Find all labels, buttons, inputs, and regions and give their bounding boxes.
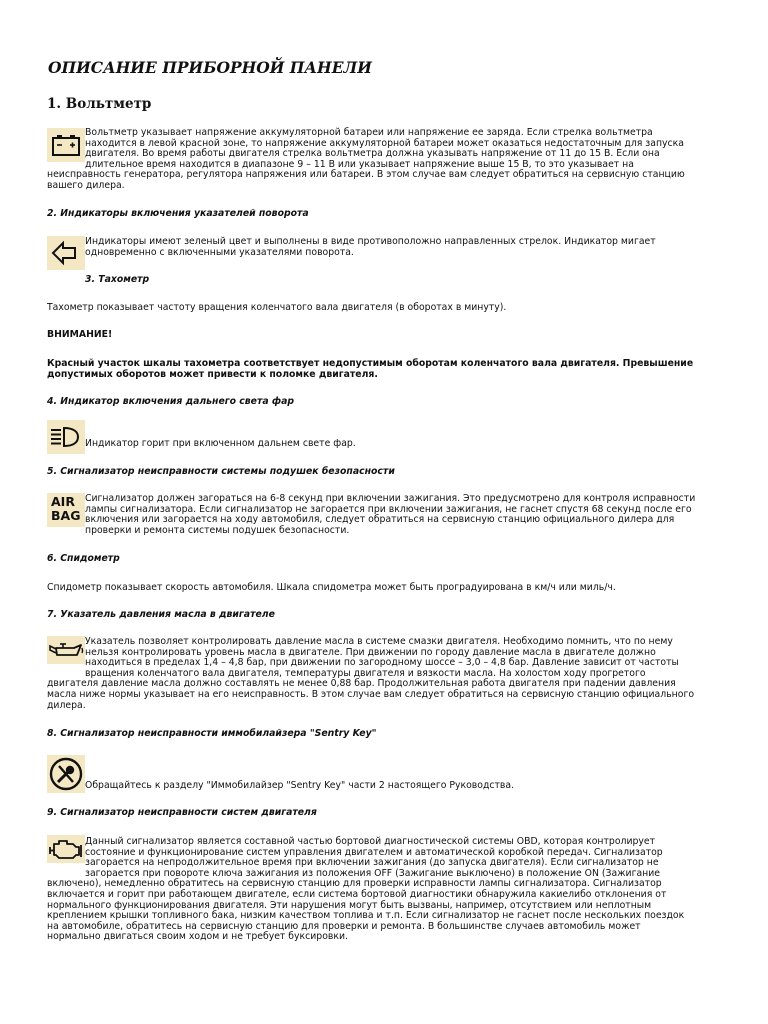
section-heading-immobilizer: 8. Сигнализатор неисправности иммобилайзера "Sentry Key"	[47, 728, 377, 739]
body-line: креплением крышки топливного бака, низким качеством топлива и т.п. Если сигнализатор не гаснет после нескольких поездок	[47, 910, 685, 922]
body-line: нормального функционирования двигателя. Эти нарушения могут быть вызваны, например, отсутствием или неплотным	[47, 899, 652, 911]
section-heading-turn-signals: 2. Индикаторы включения указателей поворота	[47, 208, 309, 219]
section-heading-speedometer: 6. Спидометр	[47, 553, 120, 564]
immobilizer-key-icon	[47, 755, 85, 793]
body-line: масла ниже нормы указывает на его неисправность. В этом случае вам следует обратиться на сервисную станцию официального	[47, 688, 695, 700]
body-line: допустимых оборотов может привести к поломке двигателя.	[47, 368, 378, 380]
body-line: находиться в пределах 1,4 – 4,8 бар, при движении по загородному шоссе – 3,0 – 4,8 бар. Давление зависит от частоты	[85, 657, 679, 669]
section-heading-high-beam: 4. Индикатор включения дальнего света фар	[47, 396, 295, 407]
body-line: включено), немедленно обратитесь на сервисную станцию для проверки исправности лампы сигнализатора. Сигнализатор	[47, 878, 662, 890]
body-line: вращения коленчатого вала двигателя, температуры двигателя и вязкости масла. На холостом ходу прогретого	[85, 667, 646, 679]
warning-text	[47, 359, 723, 380]
body-line: находится в левой красной зоне, то напряжение аккумуляторной батареи может оказаться недостаточным для запуска	[85, 137, 684, 149]
section-body-oil-pressure	[47, 637, 723, 711]
body-line: одновременно с включенными указателями поворота.	[85, 246, 354, 258]
body-line: неисправность генератора, регулятора напряжения или батареи. В этом случае вам следует обратиться на сервисную станцию	[47, 169, 685, 181]
section-heading-oil-pressure: 7. Указатель давления масла в двигателе	[47, 609, 275, 620]
section-heading-airbag: 5. Сигнализатор неисправности системы подушек безопасности	[47, 466, 395, 477]
body-line: на автомобиле, обратитесь на сервисную станцию для проверки и ремонта. В большинстве случаев автомобиль может	[47, 920, 641, 932]
section-body-tachometer	[47, 303, 723, 314]
body-line: загорается при повороте ключа зажигания из положения OFF (Зажигание выключено) в положение ON (Зажигание	[85, 867, 661, 879]
airbag-icon-text: BAG	[51, 508, 81, 523]
body-line: включения или загорается на ходу автомобиля, следует обратиться на сервисную станцию официального дилера для	[85, 514, 675, 526]
body-line: Индикаторы имеют зеленый цвет и выполнены в виде противоположно направленных стрелок. Индикатор мигает	[85, 236, 656, 247]
body-line: нормально двигаться своим ходом и не требует буксировки.	[47, 931, 348, 943]
section-body-airbag	[47, 494, 723, 536]
section-body-engine	[47, 837, 723, 943]
body-line: загорается на непродолжительное время при включении зажигания (до запуска двигателя). Если сигнализатор не	[85, 857, 659, 869]
section-body-high-beam	[85, 439, 685, 450]
section-heading-voltmeter: 1. Вольтметр	[47, 96, 152, 112]
body-line: проверки и ремонта системы подушек безопасности.	[85, 524, 350, 536]
section-body-turn-signals	[47, 237, 723, 258]
section-body-speedometer	[47, 583, 723, 594]
section-heading-engine: 9. Сигнализатор неисправности систем двигателя	[47, 807, 317, 818]
body-line: Тахометр показывает частоту вращения коленчатого вала двигателя (в оборотах в минуту).	[47, 302, 507, 313]
body-line: двигателя давление масла должно составлять не менее 0,88 бар. Продолжительная работа двигателя при падении давления	[47, 678, 676, 690]
body-line: Индикатор горит при включенном дальнем свете фар.	[85, 438, 356, 449]
body-line: дилера.	[47, 699, 86, 711]
body-line: нельзя контролировать уровень масла в двигателе. При движении по городу давление масла в двигателе должно	[85, 646, 656, 658]
body-line: вашего дилера.	[47, 179, 125, 191]
body-line: Сигнализатор должен загораться на 6-8 секунд при включении зажигания. Это предусмотрено для контроля исправности	[85, 493, 696, 504]
high-beam-icon	[47, 420, 85, 454]
body-line: Данный сигнализатор является составной частью бортовой диагностической системы OBD, которая контролирует	[85, 836, 656, 847]
warning-label: ВНИМАНИЕ!	[47, 329, 113, 340]
body-line: Обращайтесь к разделу "Иммобилайзер "Sentry Key" части 2 настоящего Руководства.	[85, 780, 515, 791]
section-body-voltmeter	[47, 128, 723, 192]
body-line: двигателя. Во время работы двигателя стрелка вольтметра должна указывать напряжение от 11 до 15 В. Если она	[85, 148, 660, 160]
body-line: Красный участок шкалы тахометра соответствует недопустимым оборотам коленчатого вала двигателя. Превышение	[47, 358, 694, 369]
section-heading-tachometer: 3. Тахометр	[85, 274, 150, 285]
page-title: ОПИСАНИЕ ПРИБОРНОЙ ПАНЕЛИ	[48, 58, 372, 77]
body-line: Спидометр показывает скорость автомобиля. Шкала спидометра может быть проградуирована в км/ч или миль/ч.	[47, 582, 616, 593]
body-line: Указатель позволяет контролировать давление масла в системе смазки двигателя. Необходимо помнить, что по нему	[85, 636, 673, 647]
body-line: лампы сигнализатора. Если сигнализатор не загорается при включении зажигания, не гаснет спустя 68 секунд после его	[85, 503, 692, 515]
body-line: включается и горит при работающем двигателе, если система бортовой диагностики обнаружила какиелибо отклонения от	[47, 888, 667, 900]
airbag-icon-text: AIR	[51, 494, 75, 509]
body-line: длительное время находится в диапазоне 9 – 11 В или указывает напряжение выше 15 В, то это указывает на	[85, 158, 634, 170]
section-body-immobilizer	[85, 781, 685, 792]
body-line: Вольтметр указывает напряжение аккумуляторной батареи или напряжение ее заряда. Если стрелка вольтметра	[85, 127, 653, 138]
body-line: состояние и функционирование систем управления двигателем и автоматической коробкой передач. Сигнализатор	[85, 846, 663, 858]
